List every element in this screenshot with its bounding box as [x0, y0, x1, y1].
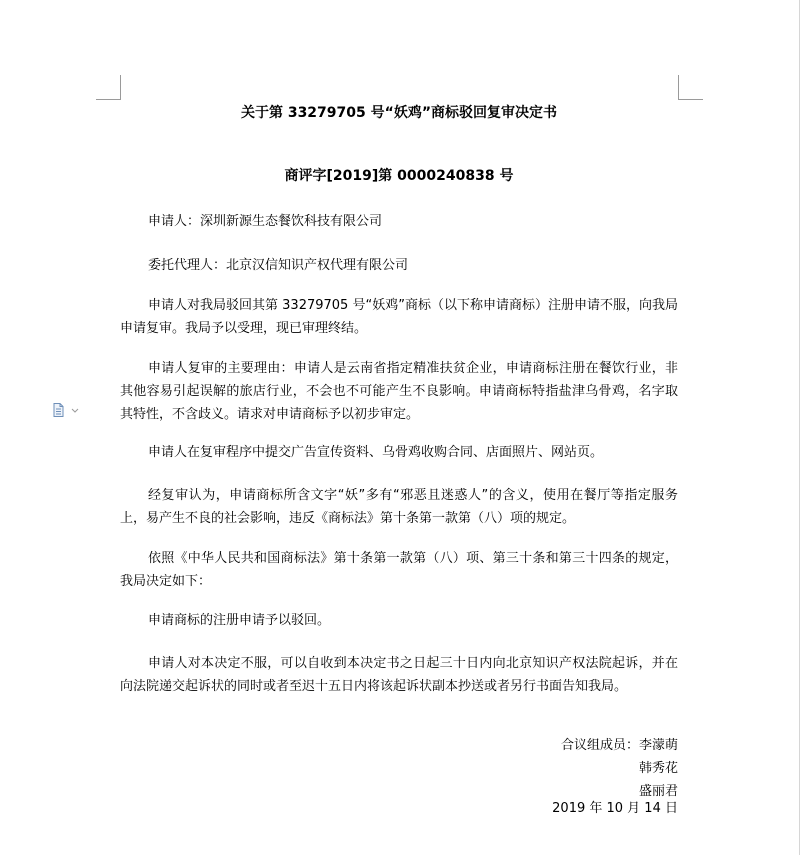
- panel-member-name: 盛丽君: [638, 784, 678, 799]
- top-left-margin-mark: [96, 75, 121, 100]
- panel-members-line: 合议组成员：李濛萌: [560, 738, 678, 753]
- legal-basis-paragraph: 依照《中华人民共和国商标法》第十条第一款第（八）项、第三十条和第三十四条的规定，我局决定如下：: [120, 551, 678, 589]
- decision-paragraph: 申请商标的注册申请予以驳回。: [148, 613, 331, 628]
- decision-date: 2019 年 10 月 14 日: [552, 801, 678, 816]
- document-outline-icon-graphic: [52, 403, 80, 417]
- document-title: 关于第 33279705 号“妖鸡”商标驳回复审决定书: [240, 105, 558, 121]
- agent-paragraph: 委托代理人：北京汉信知识产权代理有限公司: [148, 258, 409, 273]
- review-findings-paragraph: 经复审认为，申请商标所含文字“妖”多有“邪恶且迷惑人”的含义，使用在餐厅等指定服务上，易产生不良的社会影响，违反《商标法》第十条第一款第（八）项的规定。: [120, 488, 678, 526]
- document-number: 商评字[2019]第 0000240838 号: [284, 168, 514, 184]
- panel-member-name: 韩秀花: [638, 761, 678, 776]
- appeal-notice-paragraph: 申请人对本决定不服，可以自收到本决定书之日起三十日内向北京知识产权法院起诉，并在向法院递交起诉状的同时或者至迟十五日内将该起诉状副本抄送或者另行书面告知我局。: [120, 656, 678, 694]
- application-paragraph: 申请人对我局驳回其第 33279705 号“妖鸡”商标（以下称申请商标）注册申请不服，向我局申请复审。我局予以受理，现已审理终结。: [120, 298, 678, 336]
- top-right-margin-mark: [678, 75, 703, 100]
- applicant-paragraph: 申请人：深圳新源生态餐饮科技有限公司: [148, 214, 383, 229]
- evidence-paragraph: 申请人在复审程序中提交广告宣传资料、乌骨鸡收购合同、店面照片、网站页。: [148, 445, 604, 460]
- review-reasons-paragraph: 申请人复审的主要理由：申请人是云南省指定精准扶贫企业，申请商标注册在餐饮行业，非其他容易引起误解的旅店行业，不会也不可能产生不良影响。申请商标特指盐津乌骨鸡，名字取其特性，不含歧义。请求对申请商标予以初步审定。: [120, 361, 678, 422]
- document-outline-icon[interactable]: [52, 402, 80, 416]
